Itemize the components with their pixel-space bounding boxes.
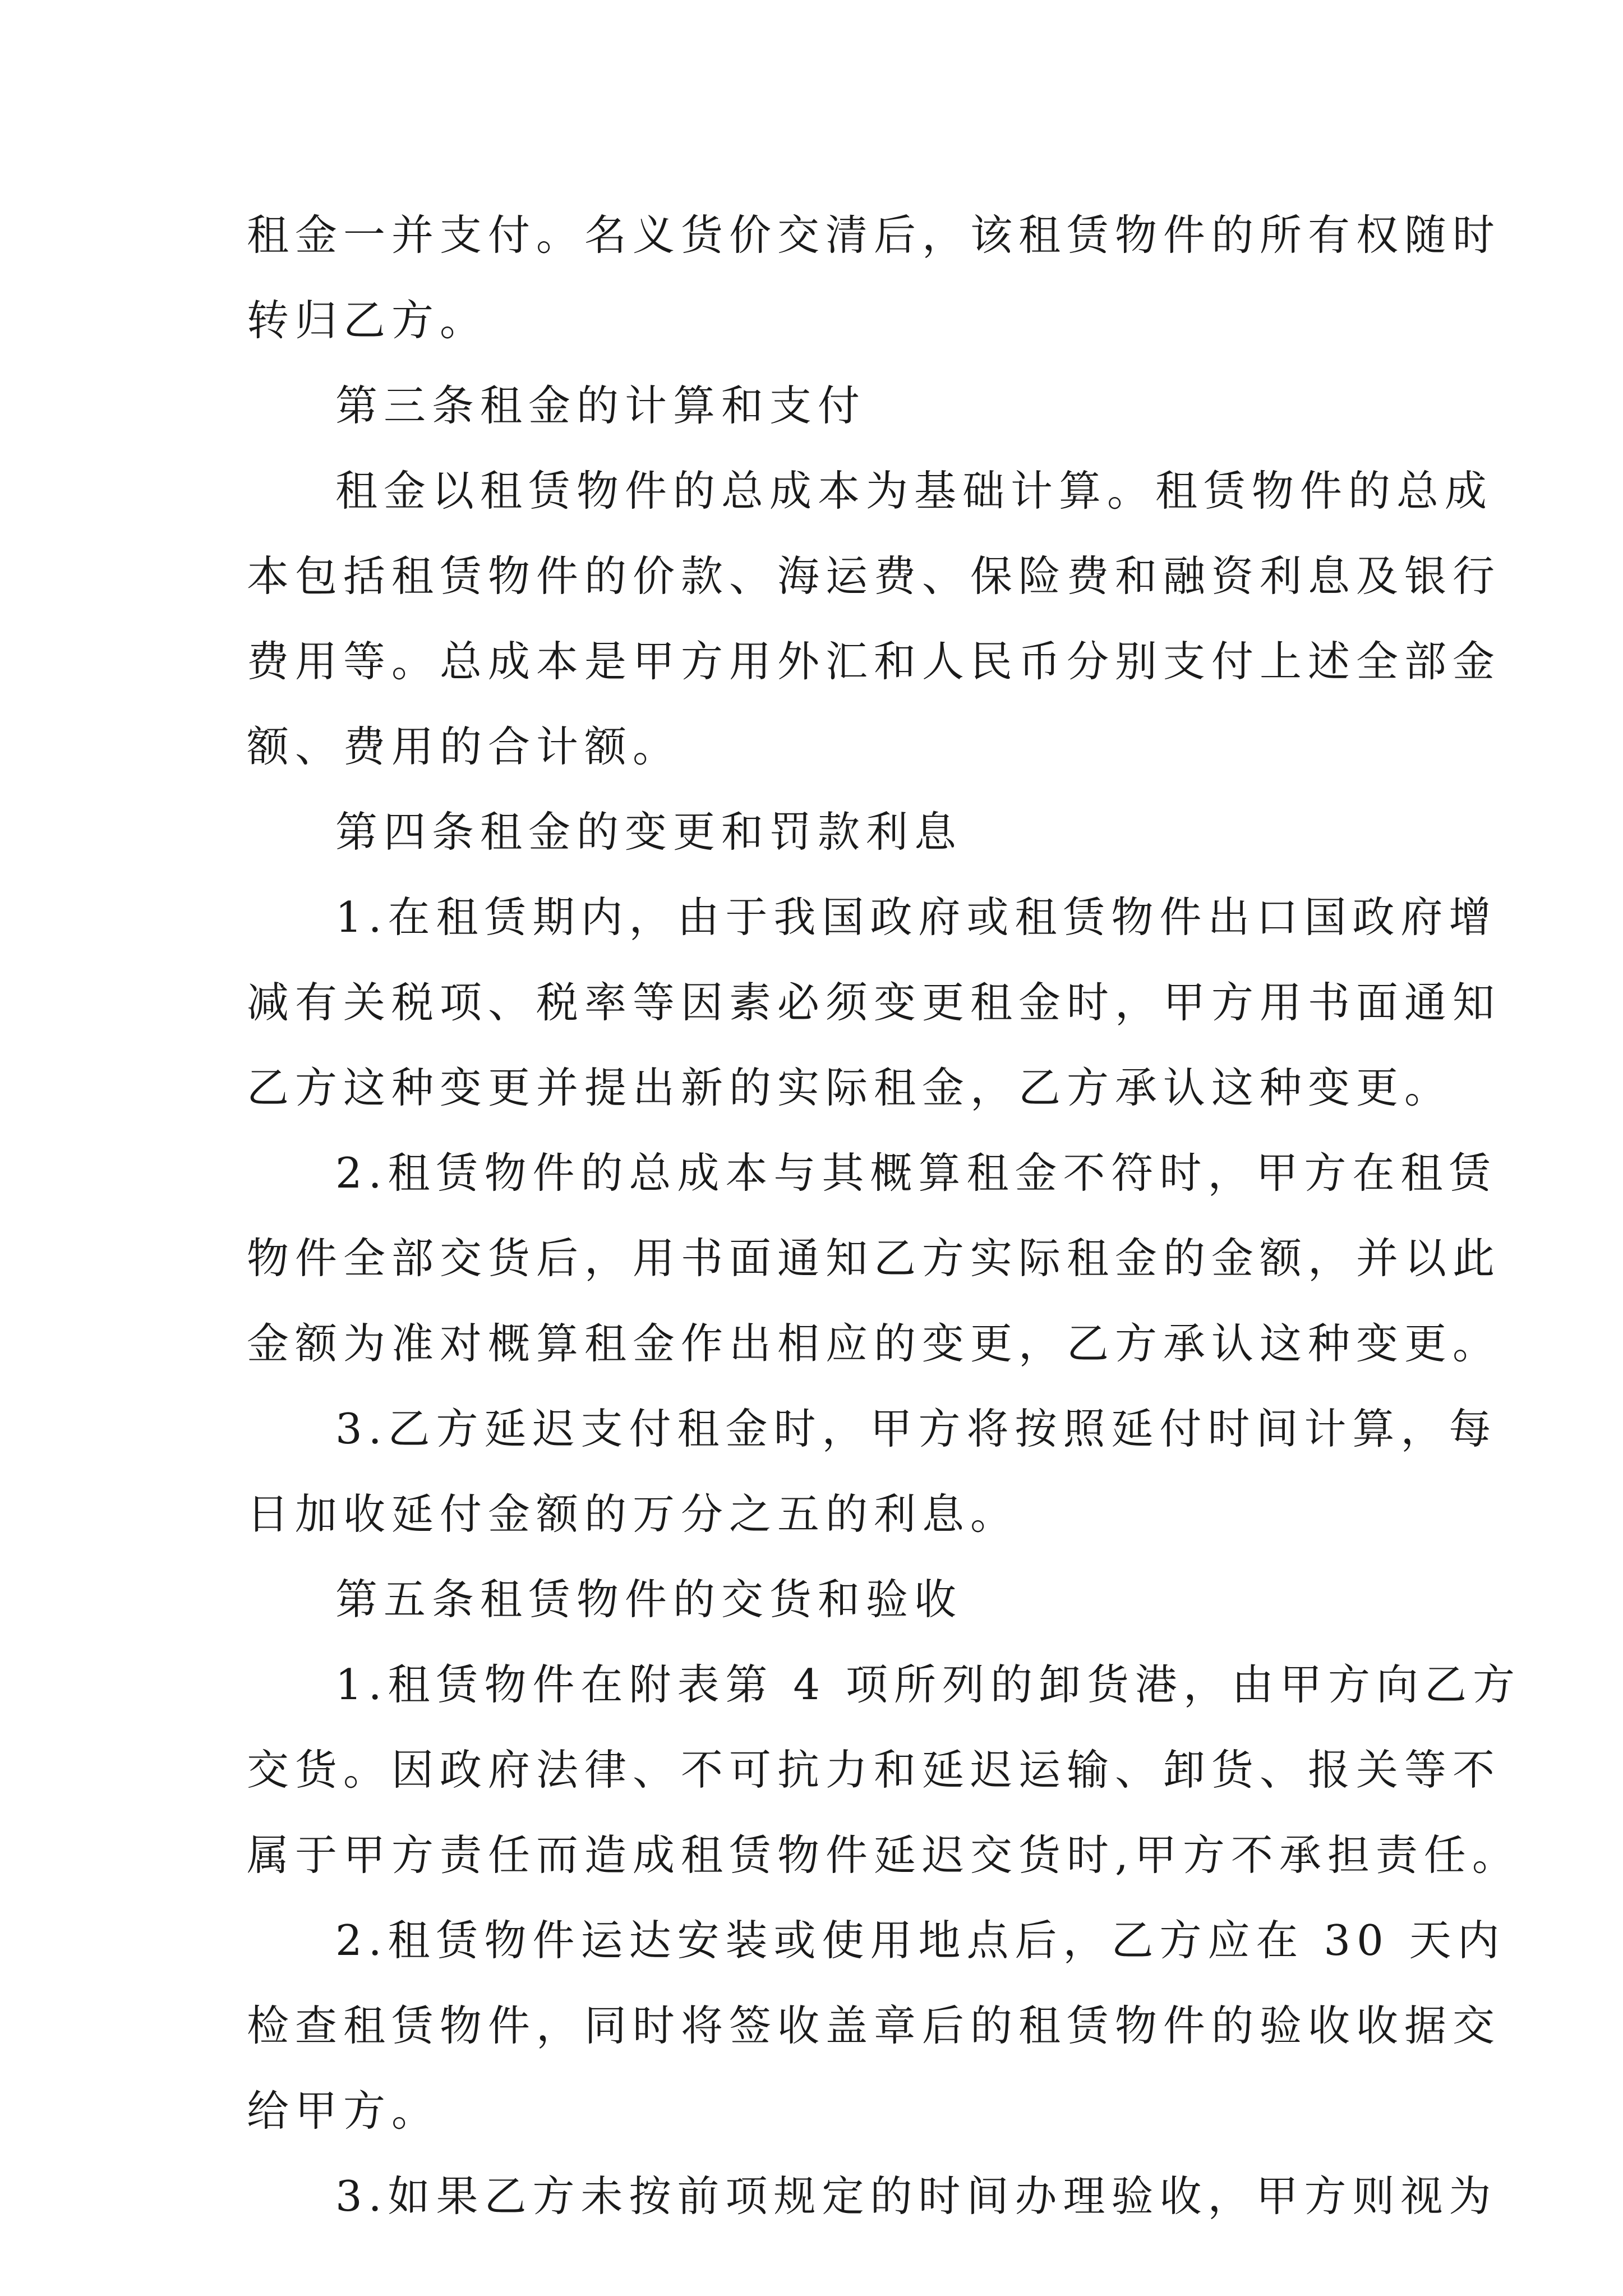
text-line: 检查租赁物件，同时将签收盖章后的租赁物件的验收收据交: [247, 2001, 1501, 2050]
text-line: 减有关税项、税率等因素必须变更租金时，甲方用书面通知: [247, 978, 1501, 1027]
text-line: 额、费用的合计额。: [247, 722, 681, 771]
text-line: 给甲方。: [247, 2086, 440, 2136]
text-line: 费用等。总成本是甲方用外汇和人民币分别支付上述全部金: [247, 637, 1501, 686]
text-line: 日加收延付金额的万分之五的利息。: [247, 1489, 1019, 1539]
text-line: 1.在租赁期内，由于我国政府或租赁物件出口国政府增: [335, 892, 1497, 942]
text-line: 转归乙方。: [247, 296, 488, 345]
text-line: 3.如果乙方未按前项规定的时间办理验收，甲方则视为: [335, 2171, 1497, 2221]
text-line: 交货。因政府法律、不可抗力和延迟运输、卸货、报关等不: [247, 1745, 1501, 1795]
section-heading: 第五条租赁物件的交货和验收: [335, 1575, 963, 1624]
text-line: 2.租赁物件运达安装或使用地点后，乙方应在 30 天内: [335, 1916, 1506, 1965]
text-line: 金额为准对概算租金作出相应的变更，乙方承认这种变更。: [247, 1319, 1501, 1368]
section-heading: 第四条租金的变更和罚款利息: [335, 807, 963, 857]
section-heading: 第三条租金的计算和支付: [335, 381, 866, 430]
text-line: 属于甲方责任而造成租赁物件延迟交货时,甲方不承担责任。: [247, 1830, 1520, 1880]
text-line: 2.租赁物件的总成本与其概算租金不符时，甲方在租赁: [335, 1148, 1497, 1198]
text-line: 3.乙方延迟支付租金时，甲方将按照延付时间计算，每: [335, 1404, 1497, 1453]
text-line: 1.租赁物件在附表第 4 项所列的卸货港，由甲方向乙方: [335, 1660, 1521, 1709]
text-line: 租金以租赁物件的总成本为基础计算。租赁物件的总成: [335, 466, 1493, 516]
text-line: 乙方这种变更并提出新的实际租金，乙方承认这种变更。: [247, 1063, 1453, 1112]
text-line: 物件全部交货后，用书面通知乙方实际租金的金额，并以此: [247, 1234, 1501, 1283]
text-line: 本包括租赁物件的价款、海运费、保险费和融资利息及银行: [247, 551, 1501, 601]
text-line: 租金一并支付。名义货价交清后，该租赁物件的所有权随时: [247, 210, 1501, 260]
